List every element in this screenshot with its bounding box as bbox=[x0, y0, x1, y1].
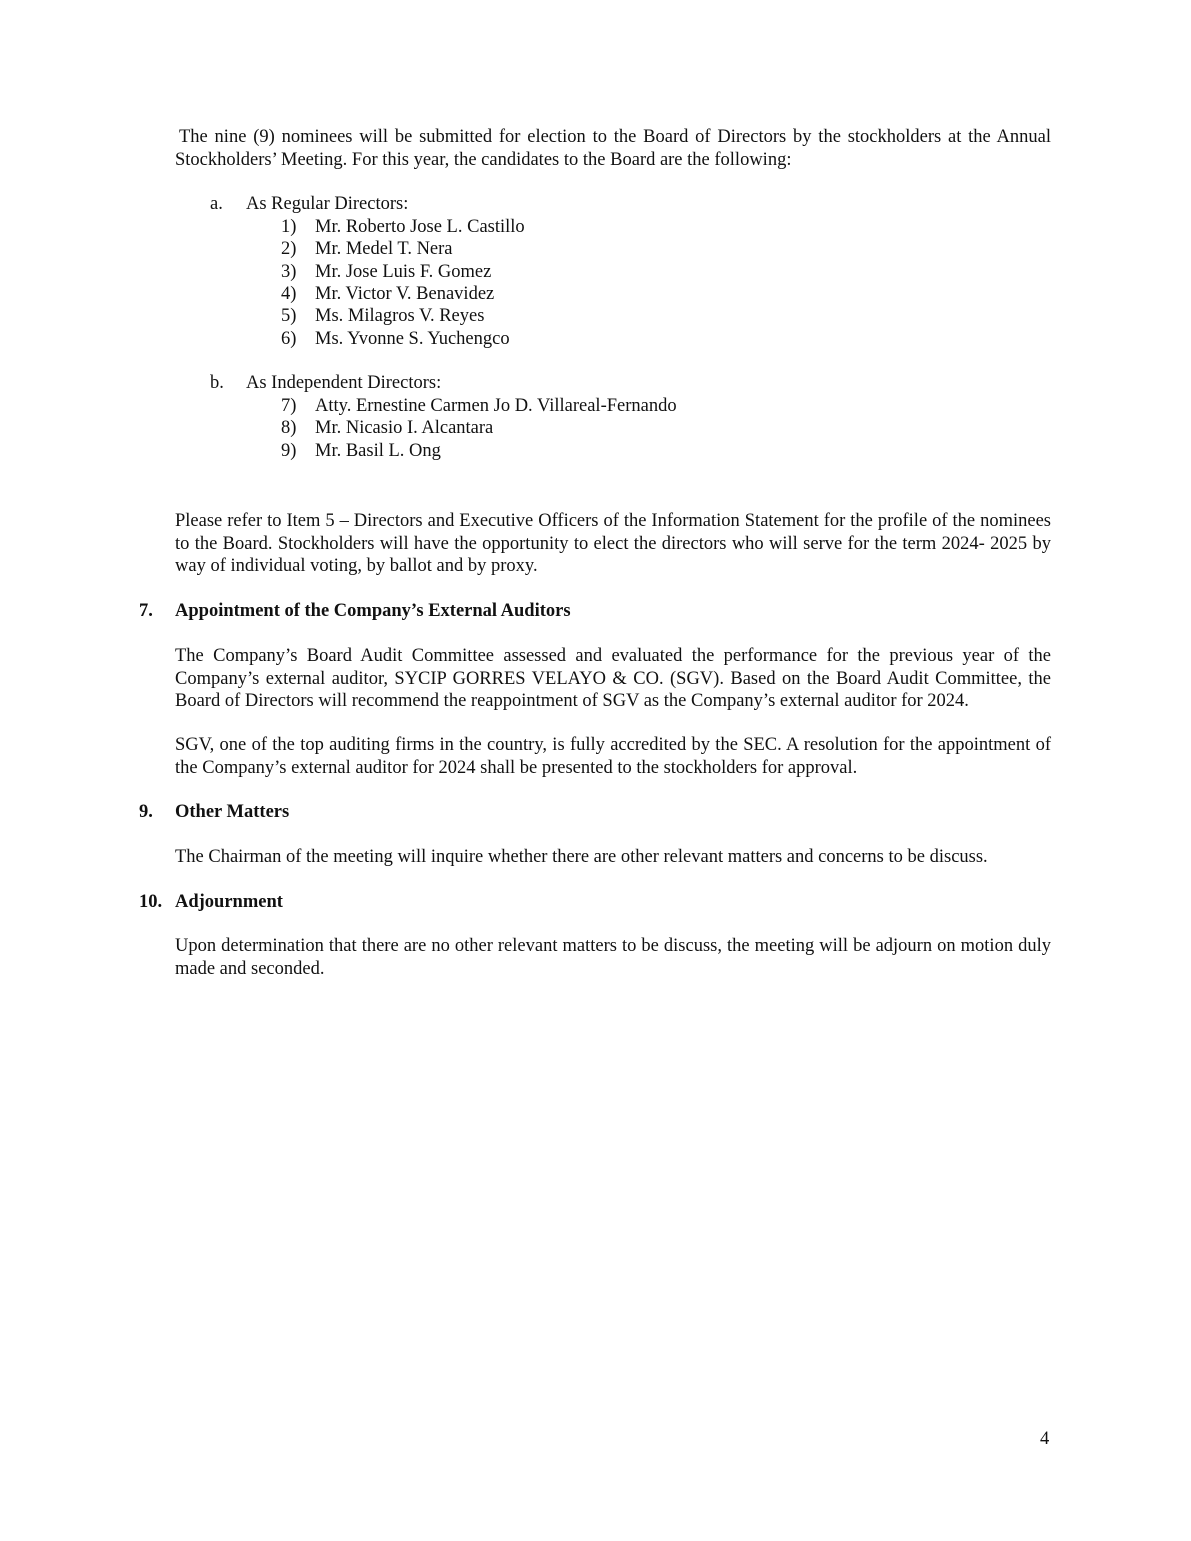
section-heading-other-matters: Other Matters bbox=[175, 802, 290, 822]
nominee-profile-paragraph: Please refer to Item 5 – Directors and Executive Officers of the Information Statement for the profile of the nominees to the Board. Stockholders will have the opportunity to elect the directors who will serve for the term 2024- 2025 by way of individual voting, by ballot and by proxy. bbox=[175, 511, 1051, 576]
nominee-name: Mr. Roberto Jose L. Castillo bbox=[315, 217, 525, 237]
independent-directors-label: As Independent Directors: bbox=[246, 373, 442, 393]
external-auditors-paragraph-1: The Company’s Board Audit Committee assessed and evaluated the performance for the previous year of the Company’s external auditor, SYCIP GORRES VELAYO & CO. (SGV). Based on the Board Audit Committee, the Board of Directors will recommend the reappointment of SGV as the Company’s external auditor for 2024. bbox=[175, 646, 1051, 711]
regular-directors-label: As Regular Directors: bbox=[246, 194, 409, 214]
nominee-name: Mr. Basil L. Ong bbox=[315, 441, 441, 461]
nominee-number: 8) bbox=[281, 418, 297, 438]
nominee-name: Mr. Nicasio I. Alcantara bbox=[315, 418, 494, 438]
section-number: 10. bbox=[139, 892, 163, 912]
external-auditors-paragraph-2: SGV, one of the top auditing firms in the country, is fully accredited by the SEC. A resolution for the appointment of the Company’s external auditor for 2024 shall be presented to the stockholders for approval. bbox=[175, 735, 1051, 778]
nominee-number: 2) bbox=[281, 239, 297, 259]
section-number: 9. bbox=[139, 802, 153, 822]
nominee-name: Ms. Yvonne S. Yuchengco bbox=[315, 329, 510, 349]
nominee-name: Mr. Jose Luis F. Gomez bbox=[315, 262, 492, 282]
nominee-number: 5) bbox=[281, 306, 297, 326]
nominee-number: 6) bbox=[281, 329, 297, 349]
adjournment-paragraph: Upon determination that there are no other relevant matters to be discuss, the meeting will be adjourn on motion duly made and seconded. bbox=[175, 936, 1051, 979]
nominee-number: 7) bbox=[281, 396, 297, 416]
section-heading-adjournment: Adjournment bbox=[175, 892, 283, 912]
section-number: 7. bbox=[139, 601, 153, 621]
nominee-name: Atty. Ernestine Carmen Jo D. Villareal-Fernando bbox=[315, 396, 677, 416]
nominee-number: 9) bbox=[281, 441, 297, 461]
nominee-name: Mr. Victor V. Benavidez bbox=[315, 284, 495, 304]
independent-directors-marker: b. bbox=[210, 373, 224, 393]
regular-directors-marker: a. bbox=[210, 194, 223, 214]
nominee-number: 4) bbox=[281, 284, 297, 304]
nominee-name: Ms. Milagros V. Reyes bbox=[315, 306, 485, 326]
nominee-number: 3) bbox=[281, 262, 297, 282]
page-number: 4 bbox=[1040, 1429, 1050, 1449]
nominee-number: 1) bbox=[281, 217, 297, 237]
other-matters-paragraph: The Chairman of the meeting will inquire whether there are other relevant matters and concerns to be discuss. bbox=[175, 847, 988, 867]
intro-paragraph: The nine (9) nominees will be submitted for election to the Board of Directors by the stockholders at the Annual Stockholders’ Meeting. For this year, the candidates to the Board are the following: bbox=[175, 127, 1051, 170]
section-heading-external-auditors: Appointment of the Company’s External Auditors bbox=[175, 601, 571, 621]
nominee-name: Mr. Medel T. Nera bbox=[315, 239, 453, 259]
